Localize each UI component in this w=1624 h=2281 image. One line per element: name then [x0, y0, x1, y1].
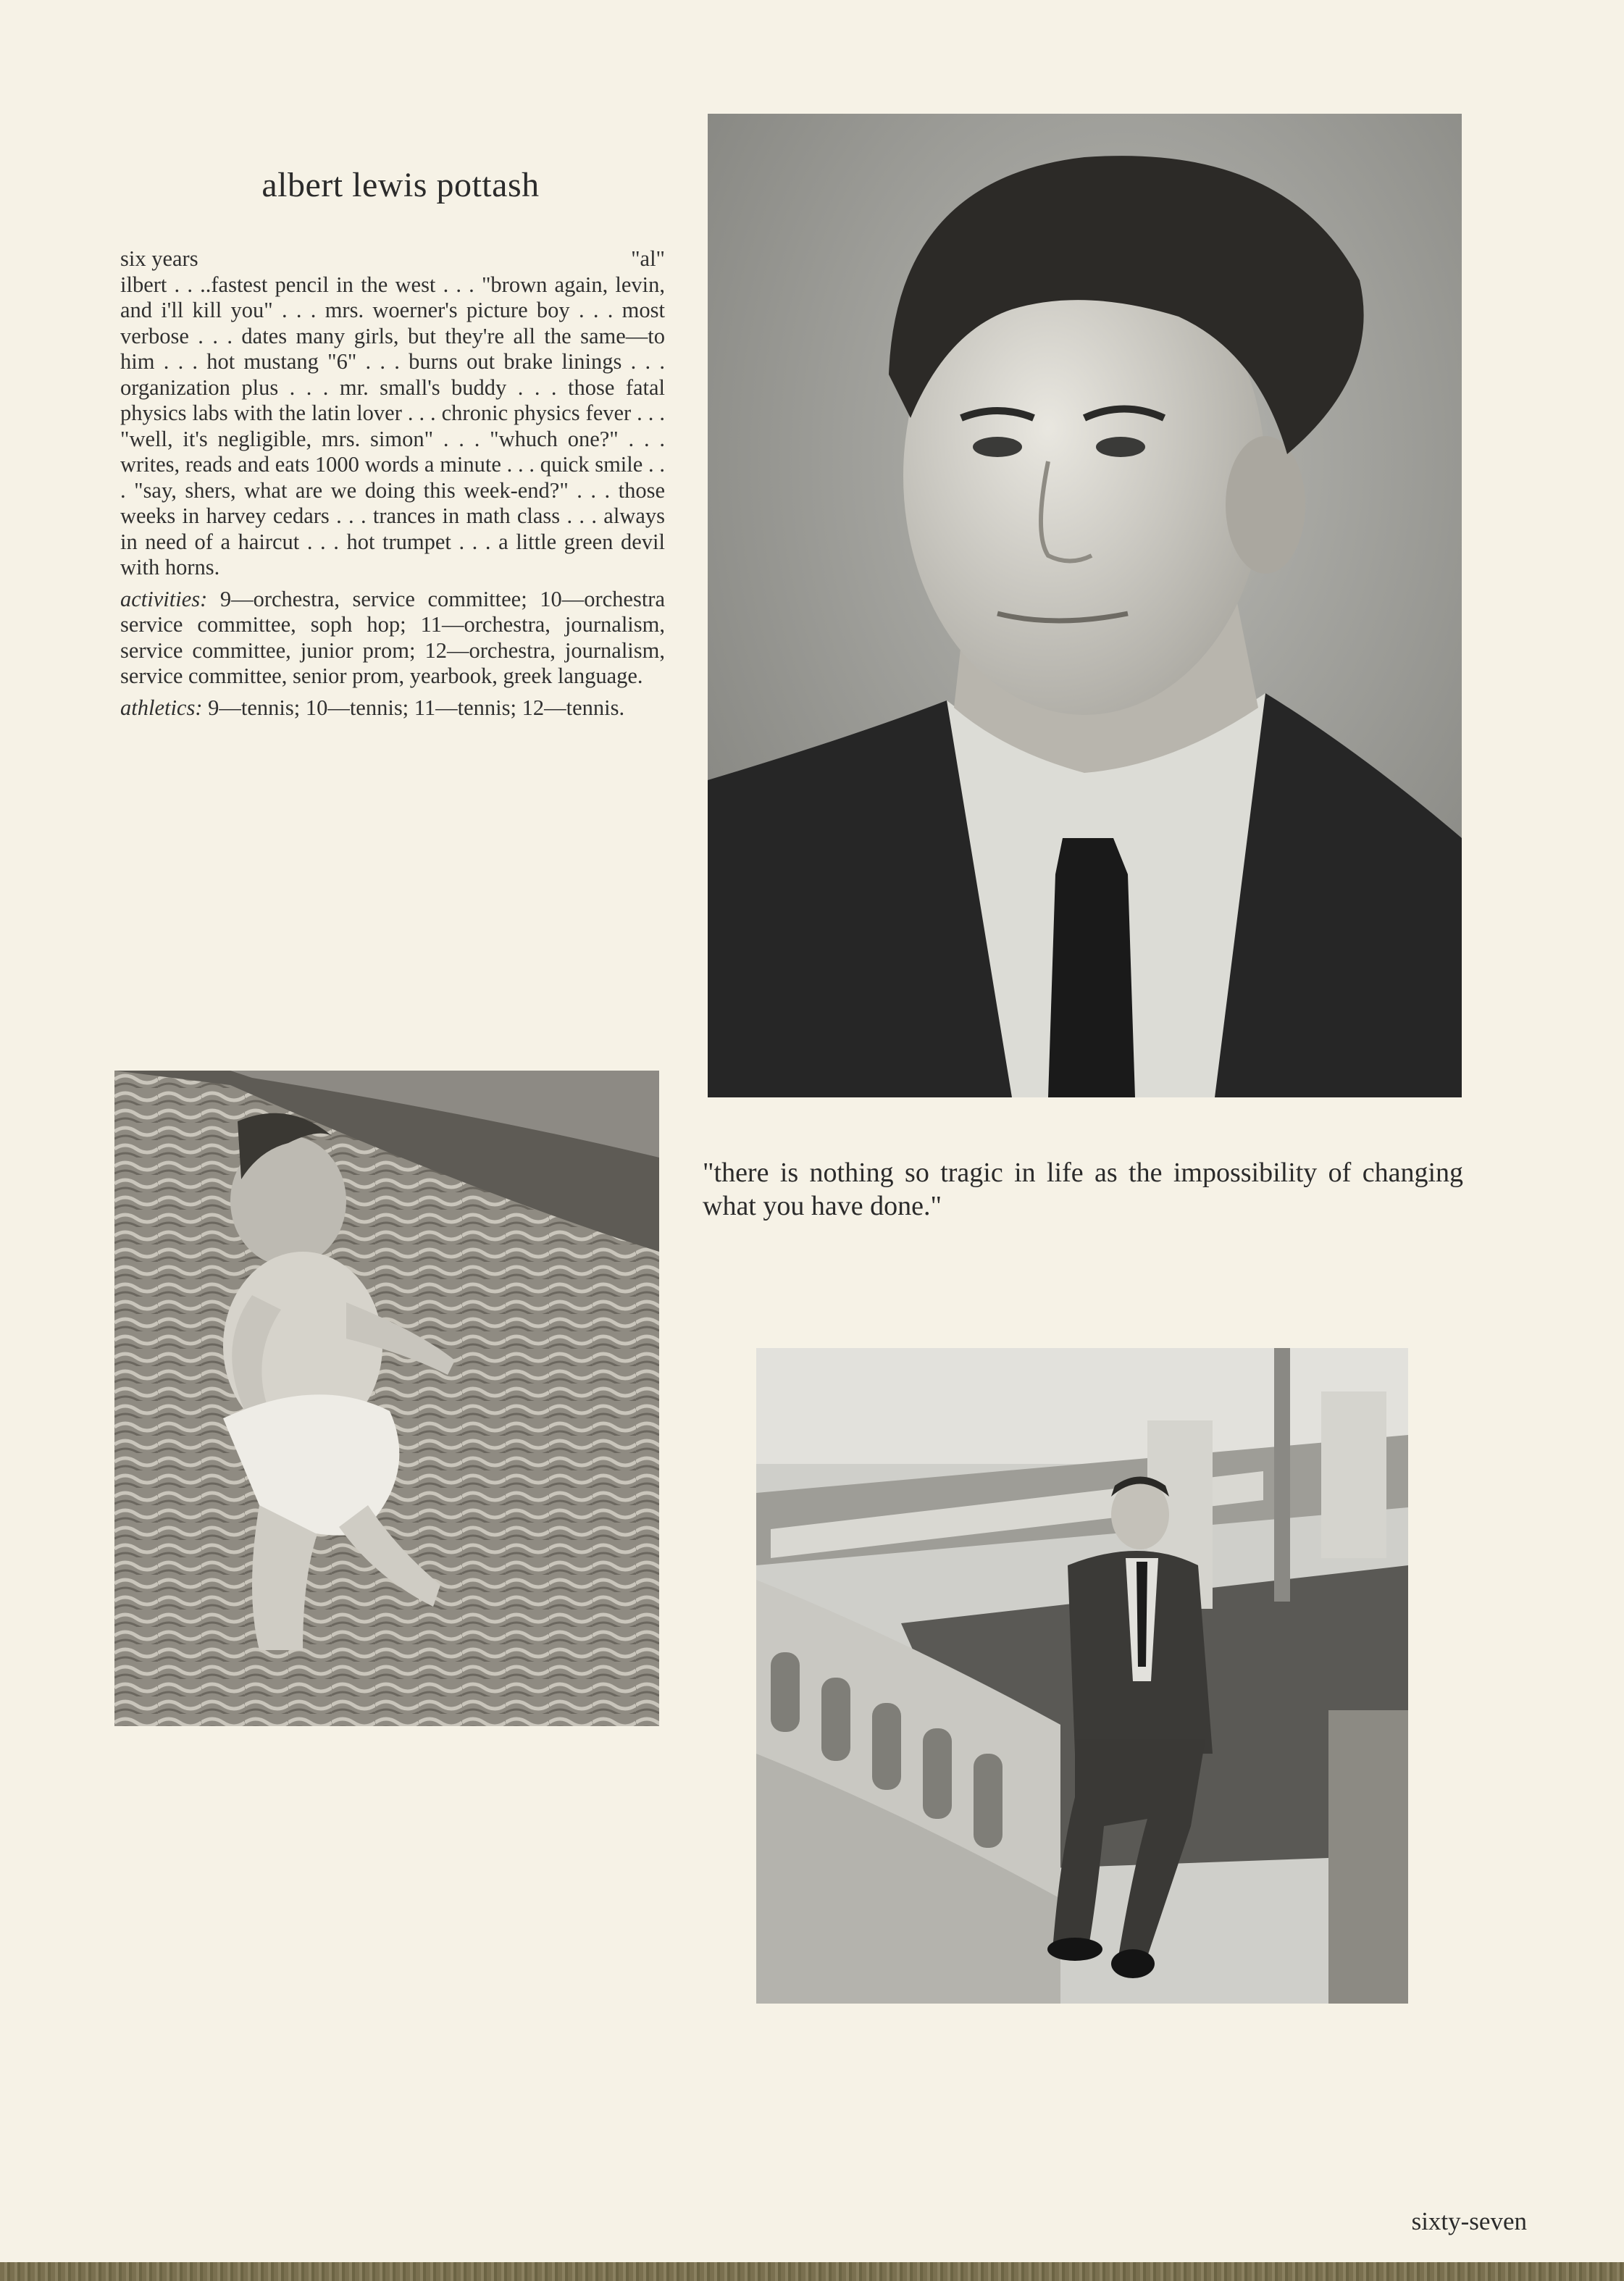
nickname: "al" [631, 246, 665, 271]
activities-paragraph [120, 587, 665, 690]
years-label: six years [120, 246, 198, 271]
page-edge-strip [0, 2262, 1624, 2281]
activities-label: activities: [120, 586, 208, 611]
balcony-photo [756, 1348, 1408, 2004]
athletics-paragraph [120, 695, 665, 721]
page-title: albert lewis pottash [261, 166, 540, 204]
bio-header-row [120, 246, 665, 272]
bio-text: ilbert . . ..fastest pencil in the west . . . "brown again, levin, and i'll kill you" . . . mrs. woerner's picture boy . . . most verbose . . . dates many girls, but they're all the same—to him . . . hot mustang "6" . . . burns out brake linings . . . organization plus . . . mr. small's buddy . . . those fatal physics labs with the latin lover . . . chronic physics fever . . . "well, it's negligible, mrs. simon" . . . "whuch one?" . . . writes, reads and eats 1000 words a minute . . . quick smile . . . "say, shers, what are we doing this week-end?" . . . those weeks in harvey cedars . . . trances in math class . . . always in need of a haircut . . . hot trumpet . . . a little green devil with horns. [120, 272, 665, 579]
activities-text: 9—orchestra, service committee; 10—orchestra service committee, soph hop; 11—orchestra, journalism, service committee, junior prom; 12—orchestra, journalism, service committee, senior prom, yearbook, greek language. [120, 586, 665, 688]
senior-quote: "there is nothing so tragic in life as the impossibility of changing what you have done." [703, 1158, 1463, 1221]
baby-photo [114, 1071, 659, 1726]
bio-block [120, 246, 665, 721]
portrait-image [708, 114, 1462, 1097]
athletics-label: athletics: [120, 695, 203, 720]
senior-portrait-photo [708, 114, 1462, 1097]
athletics-text: 9—tennis; 10—tennis; 11—tennis; 12—tennis. [208, 695, 625, 720]
balcony-image [756, 1348, 1408, 2004]
page-number: sixty-seven [1411, 2207, 1527, 2235]
baby-image [114, 1071, 659, 1726]
